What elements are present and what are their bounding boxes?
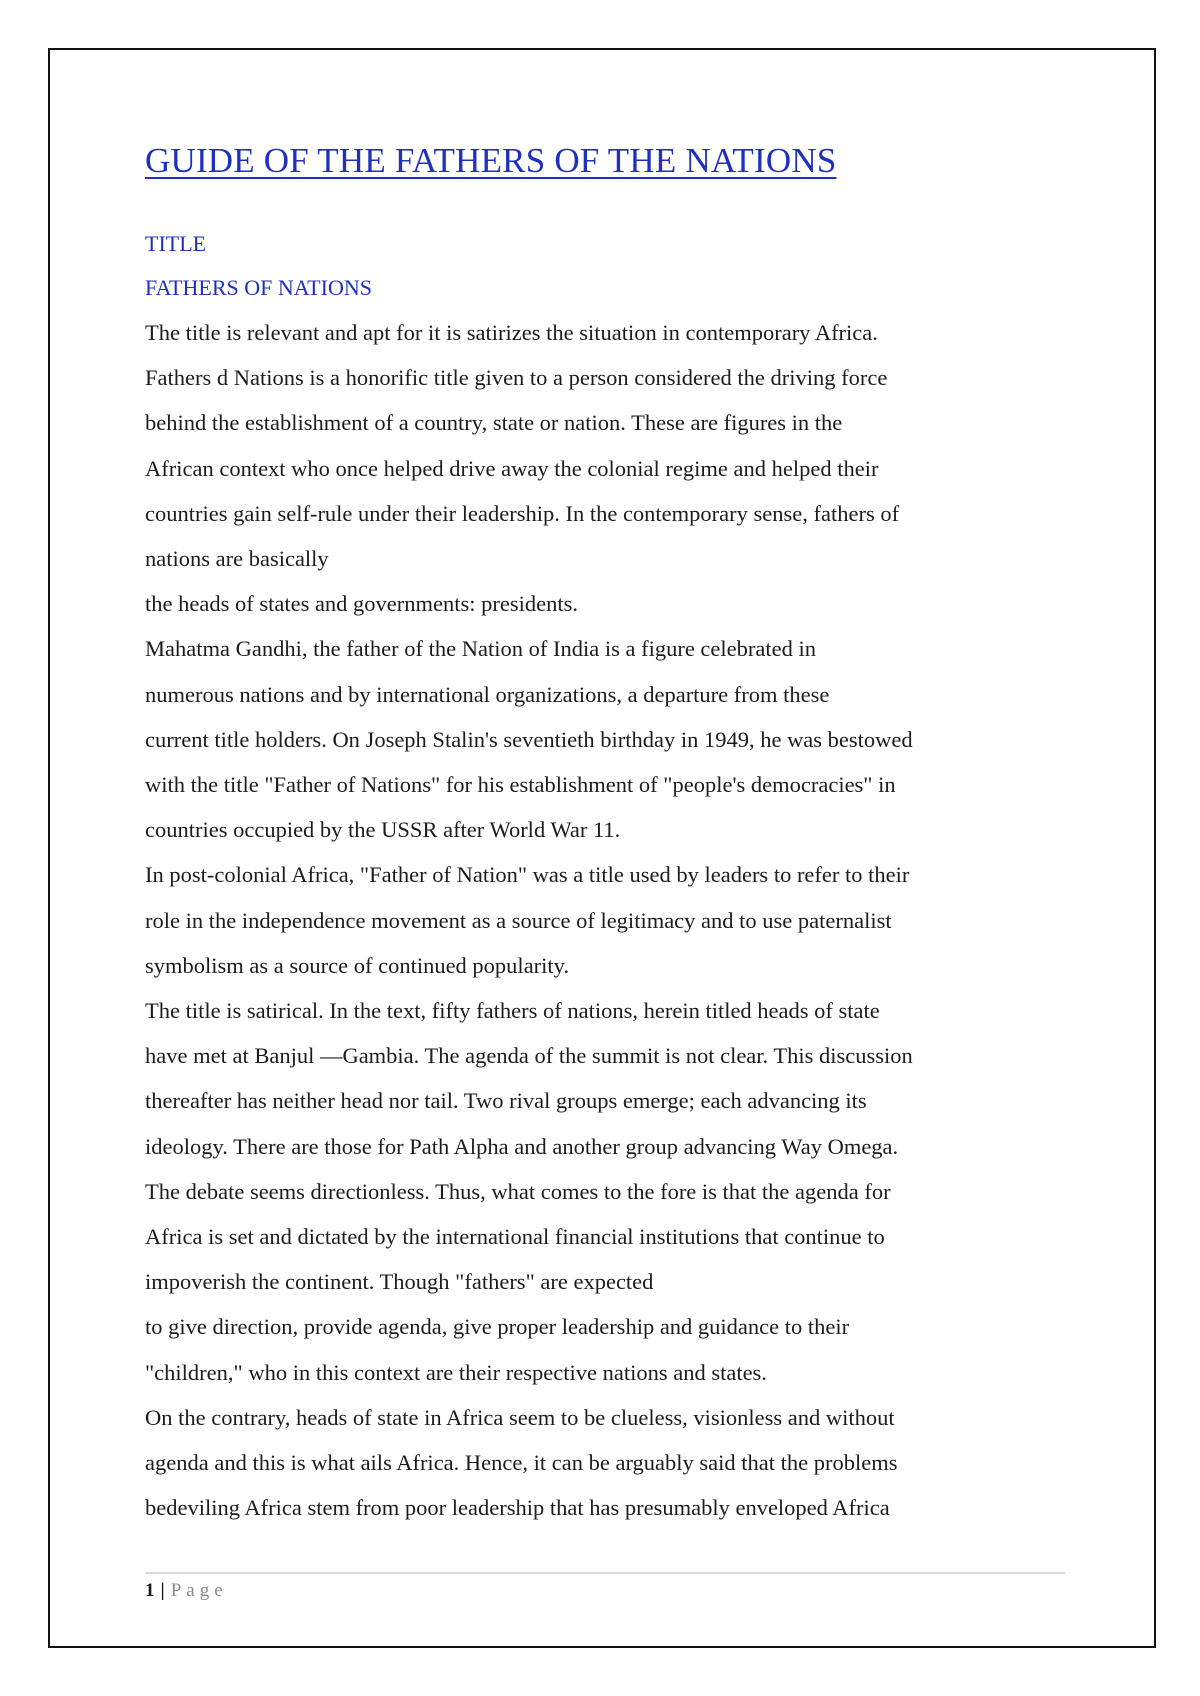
text-line: to give direction, provide agenda, give proper leadership and guidance to their [145, 1314, 850, 1340]
footer-separator: | [160, 1580, 165, 1601]
text-line: On the contrary, heads of state in Africa seem to be clueless, visionless and without [145, 1404, 895, 1430]
text-line: Africa is set and dictated by the international financial institutions that continue to [145, 1224, 885, 1250]
text-line: ideology. There are those for Path Alpha and another group advancing Way Omega. [145, 1133, 899, 1159]
text-line: current title holders. On Joseph Stalin's seventieth birthday in 1949, he was bestowed [145, 726, 913, 752]
text-line: countries gain self-rule under their leadership. In the contemporary sense, fathers of [145, 500, 900, 526]
text-line: agenda and this is what ails Africa. Hence, it can be arguably said that the problems [145, 1450, 898, 1476]
text-line: "children," who in this context are their respective nations and states. [145, 1359, 767, 1385]
text-line: The title is relevant and apt for it is satirizes the situation in contemporary Africa. [145, 320, 878, 345]
text-line: impoverish the continent. Though "fathers" are expected [145, 1269, 654, 1295]
page-footer [145, 1580, 228, 1602]
text-line: thereafter has neither head nor tail. Two rival groups emerge; each advancing its [145, 1088, 867, 1114]
text-line: role in the independence movement as a source of legitimacy and to use paternalist [145, 907, 892, 933]
text-line: nations are basically [145, 546, 329, 572]
text-line: have met at Banjul —Gambia. The agenda of the summit is not clear. This discussion [145, 1043, 913, 1069]
text-line: Fathers d Nations is a honorific title given to a person considered the driving force [145, 365, 888, 391]
text-line: Mahatma Gandhi, the father of the Nation of India is a figure celebrated in [145, 636, 816, 662]
text-line: The debate seems directionless. Thus, what comes to the fore is that the agenda for [145, 1178, 891, 1204]
document-body [145, 140, 1070, 1530]
page-label: Page [170, 1580, 228, 1601]
text-line: with the title "Father of Nations" for his establishment of "people's democracies" in [145, 772, 896, 798]
text-line: bedeviling Africa stem from poor leadership that has presumably enveloped Africa [145, 1495, 890, 1521]
section-heading-fathers-of-nations: FATHERS OF NATIONS [145, 275, 372, 300]
text-line: numerous nations and by international organizations, a departure from these [145, 681, 830, 707]
text-line: symbolism as a source of continued popularity. [145, 952, 570, 978]
text-line: The title is satirical. In the text, fifty fathers of nations, herein titled heads of state [145, 998, 880, 1024]
text-line: countries occupied by the USSR after World War 11. [145, 817, 621, 843]
text-line: African context who once helped drive away the colonial regime and helped their [145, 455, 879, 481]
text-line: behind the establishment of a country, state or nation. These are figures in the [145, 410, 843, 436]
footer-divider [145, 1572, 1065, 1574]
document-title: GUIDE OF THE FATHERS OF THE NATIONS [145, 141, 837, 180]
section-heading-title: TITLE [145, 231, 207, 256]
body-text [145, 310, 1070, 1530]
text-line: the heads of states and governments: presidents. [145, 591, 579, 617]
text-line: In post-colonial Africa, "Father of Nation" was a title used by leaders to refer to their [145, 862, 910, 888]
page-number: 1 [145, 1580, 155, 1601]
